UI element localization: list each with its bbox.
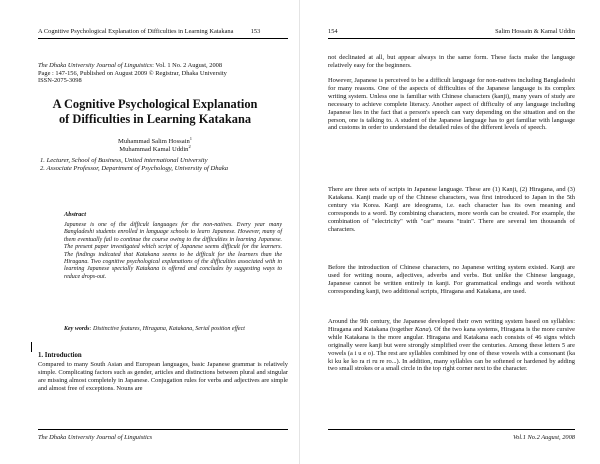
title-line-2: of Difficulties in Learning Katakana <box>58 112 252 126</box>
journal-volume: : Vol. 1 No. 2 August, 2008 <box>152 62 223 69</box>
journal-pages: Page : 147-156, Published on August 2009 © Registrar, Dhaka University <box>38 69 227 77</box>
journal-issn: ISSN-2075-3098 <box>38 77 82 85</box>
author-1: Muhammad Salim Hossain <box>117 138 190 145</box>
running-head-left <box>38 28 260 35</box>
header-rule-right <box>328 38 575 39</box>
body-paragraph-1: not declinated at all, but appear always in the same form. These facts make the language relatively easy for the beginners. <box>328 54 575 69</box>
page-number: 153 <box>250 28 261 35</box>
journal-name: The Dhaka University Journal of Linguistics <box>38 62 153 69</box>
introduction-heading: 1. Introduction <box>38 352 82 359</box>
text-cursor <box>31 342 32 352</box>
para5-part-a: Around the 9th century, the Japanese developed their own writing system based on syllables: Hiragana and Katakana (together <box>328 318 575 333</box>
body-paragraph-5 <box>328 318 575 373</box>
author-1-sup: 1 <box>189 135 193 141</box>
footer-rule-right <box>328 429 575 430</box>
body-paragraph-3: There are three sets of scripts in Japanese language. These are (1) Kanji, (2) Hiragana, and (3) Katakana. Kanji made up of the Chinese characters, was first introduced to Japan in the 5th century via Korea. Kanji are ideograms, i.e. each character has its own meaning and corresponds to a word. By combining characters, more words can be created. For example, the combination of "electricity" with "car" means "train". There are several ten thousands of characters. <box>328 186 575 233</box>
introduction-text: Compared to many South Asian and European languages, basic Japanese grammar is relatively simple. Complicating factors such as gender, articles and distinctions between plural and singular are missing almost completely in Japanese. Conjugation rules for verbs and adjectives are simple and almost free of exceptions. Nouns are <box>38 361 288 392</box>
abstract-text: Japanese is one of the difficult languages for the non-natives. Every year many Bangladeshi students enrolled in language schools to learn Japanese. However, many of them eventually fail to continue the course owing to the difficulties in learning Japanese. The present paper investigated which script of Japanese seems difficult for the learners. The findings indicated that Katakana seems to be difficult for the learners than the Hiragana. Two cognitive psychological explanations of the difficulties associated with in learning Japanese specially Katakana is offered and concludes by suggesting ways to reduce drops-out. <box>64 222 282 280</box>
header-rule <box>38 38 288 39</box>
affiliations <box>40 157 280 173</box>
authors <box>30 135 280 154</box>
footer-left: The Dhaka University Journal of Linguistics <box>38 434 153 441</box>
footer-rule <box>38 429 288 430</box>
body-paragraph-2: However, Japanese is perceived to be a difficult language for non-natives including Bangladeshi for many reasons. One of the aspects of difficulties of the Japanese language is its complex writing system. Unless one is familiar with Chinese characters (kanji), many years of study are necessary to achieve complete literacy. Another aspect of difficulty of any language including Japanese lies in the fact that a person's speech can vary depending on the situation and on the person, one is talking to. A student of the Japanese language has to get familiar with language and customs in order to understand the detailed rules of the different levels of speech. <box>328 77 575 132</box>
para5-kana: Kana <box>414 325 429 333</box>
abstract-heading: Abstract <box>64 211 87 218</box>
journal-info <box>38 62 288 85</box>
keywords-label: Key words <box>64 326 90 332</box>
keywords-text: : Distinctive features, Hiragana, Katakana, Serial position effect <box>89 326 245 332</box>
affiliation-2: 2. Associate Professor, Department of Psychology, University of Dhaka <box>40 165 229 173</box>
body-paragraph-4: Before the introduction of Chinese characters, no Japanese writing system existed. Kanji are used for writing nouns, adjectives, adverbs and verbs. But unlike the Chinese language, Japanese cannot be written entirely in kanji. For grammatical endings and words without corresponding kanji, two additional scripts, Hiragana and Katakana, are used. <box>328 264 575 295</box>
keywords <box>64 326 282 333</box>
para5-part-b: ). Of the two kana systems, Hiragana is the more cursive while Katakana is the more angular. Hiragana and Katakana each consists of 46 signs which originally were kanji but were strongly simplified over the centuries. Among these letters 5 are vowels (a i u e o). The rest are syllables combined by one of these vowels with a consonant (ka ki ku ke ko ra ri ru re ro...). In addition, many syllables can be softened or hardened by adding two small strokes or a small circle in the top right corner next to the character. <box>328 325 575 373</box>
affiliation-1: 1. Lecturer, School of Business, United international University <box>40 157 208 164</box>
footer-right: Vol.1 No.2 August, 2008 <box>512 434 575 441</box>
author-2-sup: 2 <box>188 144 191 150</box>
running-head-title: A Cognitive Psychological Explanation of Difficulties in Learning Katakana <box>38 28 234 35</box>
running-head-right: Salim Hossain & Kamal Uddin <box>495 28 575 35</box>
title-line-1: A Cognitive Psychological Explanation <box>52 97 258 111</box>
author-2: Muhammad Kamal Uddin <box>119 146 189 154</box>
paper-title <box>30 97 280 127</box>
page-number-right: 154 <box>328 28 338 35</box>
